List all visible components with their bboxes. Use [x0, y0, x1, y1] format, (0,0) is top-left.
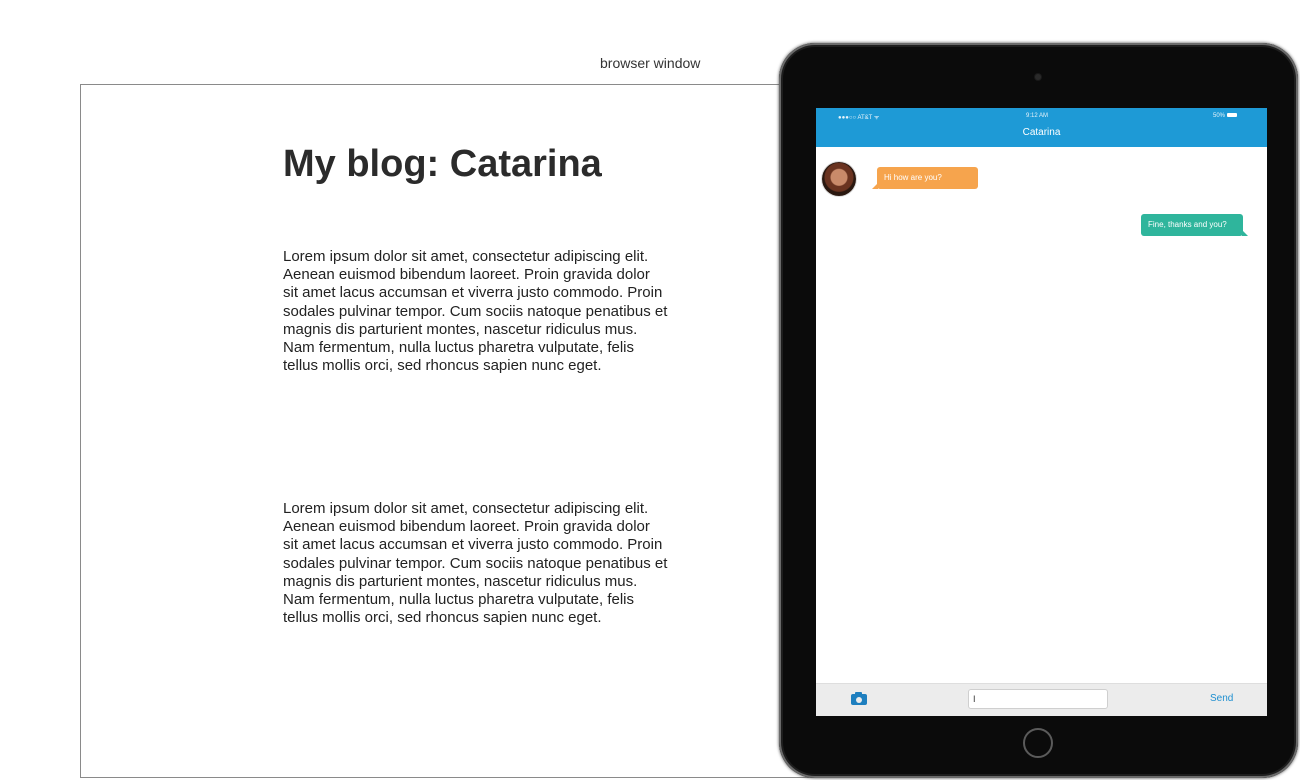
status-time: 9:12 AM	[1026, 113, 1049, 119]
front-camera	[1035, 74, 1041, 80]
send-button[interactable]: Send	[1210, 693, 1234, 704]
message-composer	[816, 683, 1267, 716]
browser-window-caption: browser window	[600, 55, 701, 71]
contact-avatar[interactable]	[822, 162, 856, 196]
camera-icon[interactable]	[851, 694, 867, 705]
outgoing-message: Fine, thanks and you?	[1141, 214, 1243, 236]
browser-window	[80, 84, 820, 778]
chat-screen	[816, 108, 1267, 716]
ipad-device	[779, 43, 1298, 778]
status-carrier: ●●●○○ AT&T ᯤ	[838, 115, 880, 121]
message-input[interactable]	[968, 689, 1108, 709]
status-battery	[1213, 113, 1237, 119]
chat-nav-bar	[816, 108, 1267, 147]
blog-paragraph-2: Lorem ipsum dolor sit amet, consectetur adipiscing elit. Aenean euismod bibendum laoreet. Proin gravida dolor sit amet lacus accumsan et viverra justo commodo. Proin sodales pulvinar tempor. Cum sociis natoque penatibus et magnis dis parturient montes, nascetur ridiculus mus. Nam fermentum, nulla luctus pharetra vulputate, felis tellus mollis orci, sed rhoncus sapien nunc eget.	[283, 500, 668, 627]
incoming-message: Hi how are you?	[877, 167, 978, 189]
blog-paragraph-1: Lorem ipsum dolor sit amet, consectetur adipiscing elit. Aenean euismod bibendum laoreet. Proin gravida dolor sit amet lacus accumsan et viverra justo commodo. Proin sodales pulvinar tempor. Cum sociis natoque penatibus et magnis dis parturient montes, nascetur ridiculus mus. Nam fermentum, nulla luctus pharetra vulputate, felis tellus mollis orci, sed rhoncus sapien nunc eget.	[283, 248, 668, 375]
blog-title: My blog: Catarina	[283, 143, 602, 185]
battery-icon	[1227, 113, 1237, 117]
chat-contact-name: Catarina	[1022, 127, 1061, 138]
home-button[interactable]	[1023, 728, 1053, 758]
battery-percent: 50%	[1213, 113, 1226, 119]
